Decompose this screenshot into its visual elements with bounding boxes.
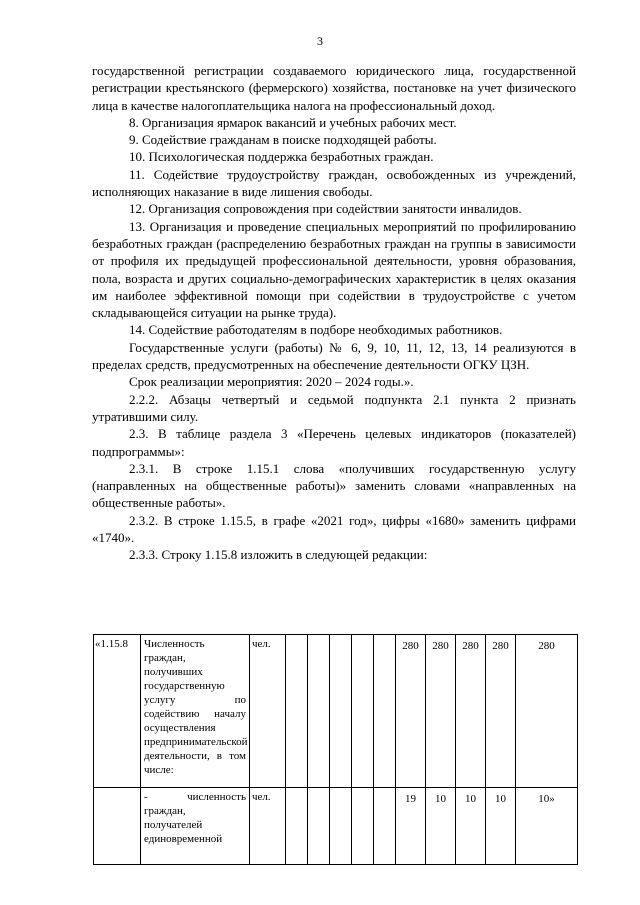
empty-cell	[286, 788, 308, 865]
paragraph: 12. Организация сопровождения при содействии занятости инвалидов.	[129, 201, 522, 217]
paragraph: 11. Содействие трудоустройству граждан, освобожденных из учреждений, исполняющих наказание в виде лишения свободы.	[92, 166, 576, 200]
paragraph: 2.3.1. В строке 1.15.1 слова «получивших государственную услугу (направленных на общественные работы)» заменить словами «направленных на общественные работы».	[92, 460, 576, 511]
table-row	[94, 788, 578, 865]
unit-cell: чел.	[250, 788, 286, 865]
unit-cell: чел.	[250, 635, 286, 788]
paragraph: 14. Содействие работодателям в подборе необходимых работников.	[129, 322, 503, 338]
paragraph: 10. Психологическая поддержка безработных граждан.	[129, 149, 434, 165]
paragraph: государственной регистрации создаваемого юридического лица, государственной регистрации крестьянского (фермерского) хозяйства, постановке на учет физического лица в качестве налогоплательщика налога на профессиональный доход.	[92, 63, 576, 113]
paragraph: 2.3.2. В строке 1.15.5, в графе «2021 год», цифры «1680» заменить цифрами «1740».	[92, 512, 576, 546]
value-cell: 19	[396, 788, 426, 865]
empty-cell	[286, 635, 308, 788]
value-cell: 280	[396, 635, 426, 788]
value-cell: 280	[456, 635, 486, 788]
empty-cell	[374, 788, 396, 865]
empty-cell	[352, 635, 374, 788]
value-cell: 280	[486, 635, 516, 788]
empty-cell	[330, 635, 352, 788]
paragraph: 2.3. В таблице раздела 3 «Перечень целевых индикаторов (показателей) подпрограммы»:	[92, 426, 576, 459]
paragraph: Государственные услуги (работы) № 6, 9, 10, 11, 12, 13, 14 реализуются в пределах средств, предусмотренных на обеспечение деятельности ОГКУ ЦЗН.	[92, 339, 576, 373]
paragraph: 8. Организация ярмарок вакансий и учебных рабочих мест.	[129, 114, 457, 130]
value-cell: 10	[456, 788, 486, 865]
paragraph: Срок реализации мероприятия: 2020 – 2024 годы.».	[129, 374, 414, 390]
empty-cell	[308, 635, 330, 788]
empty-cell	[374, 635, 396, 788]
value-cell: 280	[516, 635, 578, 788]
page-number: 3	[317, 34, 323, 48]
row-code: «1.15.8	[94, 635, 141, 788]
value-cell: 10	[426, 788, 456, 865]
empty-cell	[308, 788, 330, 865]
paragraph: 2.2.2. Абзацы четвертый и седьмой подпункта 2.1 пункта 2 признать утратившими силу.	[92, 391, 576, 424]
indicator-name: Численность граждан, получивших государственную услугу по содействию началу осуществления предпринимательской деятельности, в том числе:	[141, 635, 250, 788]
value-cell: 10	[486, 788, 516, 865]
document-body	[92, 62, 576, 564]
indicator-table	[93, 634, 578, 865]
empty-cell	[352, 788, 374, 865]
value-cell: 280	[426, 635, 456, 788]
table-row	[94, 635, 578, 788]
paragraph: 9. Содействие гражданам в поиске подходящей работы.	[129, 132, 437, 148]
paragraph: 13. Организация и проведение специальных мероприятий по профилированию безработных граждан (распределению безработных граждан на группы в зависимости от профиля их предыдущей профессиональной деятельности, уровня образования, пола, возраста и других социально-демографических характеристик в целях оказания им наиболее эффективной помощи при содействии в трудоустройстве с учетом складывающейся ситуации на рынке труда).	[92, 218, 576, 321]
value-cell: 10»	[516, 788, 578, 865]
paragraph: 2.3.3. Строку 1.15.8 изложить в следующей редакции:	[129, 547, 428, 563]
row-code	[94, 788, 141, 865]
indicator-name: - численность граждан, получателей единовременной	[141, 788, 250, 865]
empty-cell	[330, 788, 352, 865]
